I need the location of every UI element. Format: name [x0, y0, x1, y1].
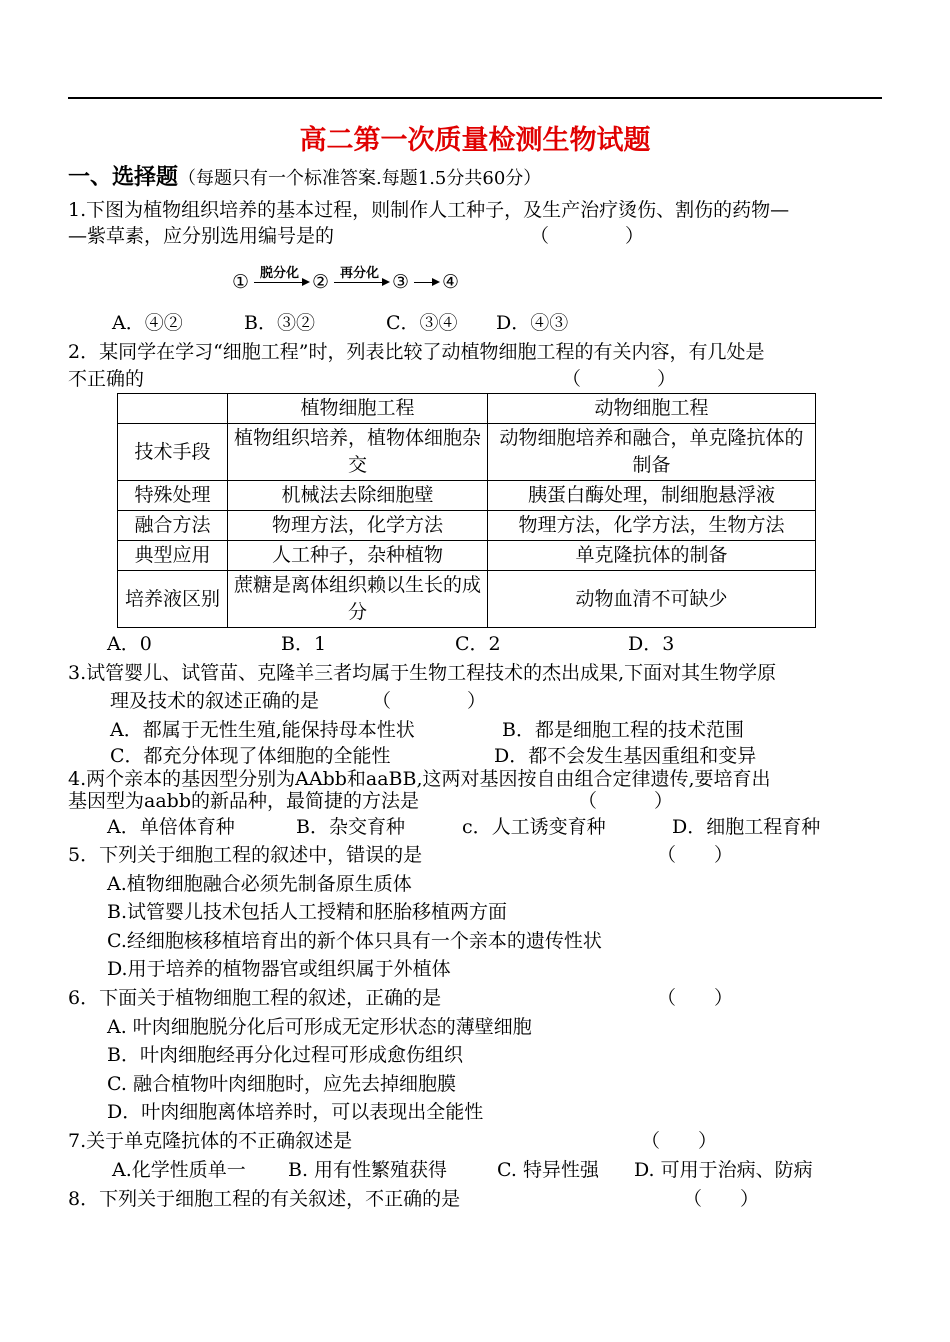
q2-option-b: B．1 [281, 633, 327, 655]
table-cell: 物理方法，化学方法，生物方法 [488, 511, 816, 541]
q4-answer-blank: （ ） [578, 790, 674, 812]
q2-option-d: D．3 [628, 633, 675, 655]
q5-option-a: A.植物细胞融合必须先制备原生质体 [107, 873, 412, 895]
q1-option-b: B．③② [244, 312, 315, 334]
q7-option-b: B. 用有性繁殖获得 [288, 1159, 448, 1181]
q2-option-c: C．2 [455, 633, 501, 655]
tissue-culture-diagram [228, 262, 468, 298]
q3-option-a: A．都属于无性生殖,能保持母本性状 [110, 719, 415, 741]
table-cell: 蔗糖是离体组织赖以生长的成分 [228, 571, 488, 628]
q1-option-d: D．④③ [496, 312, 569, 334]
q1-stem-line2: —紫草素，应分别选用编号是的 [68, 225, 335, 247]
q4-option-d: D．细胞工程育种 [672, 816, 821, 838]
table-cell: 融合方法 [118, 511, 228, 541]
q5-option-c: C.经细胞核移植培育出的新个体只具有一个亲本的遗传性状 [107, 930, 602, 952]
q3-stem-line2: 理及技术的叙述正确的是 [110, 690, 320, 712]
q6-option-c: C. 融合植物叶肉细胞时，应先去掉细胞膜 [107, 1073, 456, 1095]
table-row [118, 541, 816, 571]
q3-option-c: C．都充分体现了体细胞的全能性 [110, 745, 391, 767]
table-cell: 动物细胞培养和融合，单克隆抗体的制备 [488, 424, 816, 481]
q2-option-a: A．0 [107, 633, 152, 655]
table-cell: 人工种子，杂种植物 [228, 541, 488, 571]
table-header-row [118, 394, 816, 424]
q6-option-d: D．叶肉细胞离体培养时，可以表现出全能性 [107, 1101, 484, 1123]
q1-option-a: A．④② [112, 312, 183, 334]
table-header-cell: 植物细胞工程 [228, 394, 488, 424]
table-cell: 动物血清不可缺少 [488, 571, 816, 628]
q4-option-b: B．杂交育种 [296, 816, 405, 838]
q1-stem-line1: 1.下图为植物组织培养的基本过程，则制作人工种子，及生产治疗烫伤、割伤的药物— [68, 199, 790, 221]
q3-answer-blank: （ ） [372, 690, 487, 712]
table-row [118, 511, 816, 541]
q7-option-d: D. 可用于治病、防病 [634, 1159, 813, 1181]
section-heading-line [68, 165, 541, 192]
table-cell: 培养液区别 [118, 571, 228, 628]
table-header-cell: 动物细胞工程 [488, 394, 816, 424]
table-cell: 单克隆抗体的制备 [488, 541, 816, 571]
q3-stem-line1: 3.试管婴儿、试管苗、克隆羊三者均属于生物工程技术的杰出成果,下面对其生物学原 [68, 662, 777, 684]
q2-stem-line2: 不正确的 [68, 368, 145, 390]
table-cell: 物理方法，化学方法 [228, 511, 488, 541]
table-cell: 典型应用 [118, 541, 228, 571]
table-cell: 机械法去除细胞壁 [228, 481, 488, 511]
diagram-node-2: ② [312, 271, 330, 293]
diagram-arrow-2 [334, 282, 388, 283]
diagram-node-1: ① [232, 271, 250, 293]
q7-answer-blank: （ ） [641, 1130, 718, 1152]
table-cell: 植物组织培养，植物体细胞杂交 [228, 424, 488, 481]
diagram-node-3: ③ [392, 271, 410, 293]
comparison-table [117, 393, 816, 628]
q4-stem-line1: 4.两个亲本的基因型分别为AAbb和aaBB,这两对基因按自由组合定律遗传,要培育出 [68, 768, 771, 790]
page-title: 高二第一次质量检测生物试题 [299, 125, 651, 156]
table-row [118, 571, 816, 628]
q3-option-d: D．都不会发生基因重组和变异 [494, 745, 757, 767]
q2-stem-line1: 2．某同学在学习“细胞工程”时，列表比较了动植物细胞工程的有关内容，有几处是 [68, 341, 765, 363]
q7-option-c: C. 特异性强 [497, 1159, 599, 1181]
q1-answer-blank: （ ） [530, 225, 645, 247]
q7-stem: 7.关于单克隆抗体的不正确叙述是 [68, 1130, 353, 1152]
q5-option-d: D.用于培养的植物器官或组织属于外植体 [107, 958, 451, 980]
diagram-arrow-1 [254, 282, 308, 283]
q4-option-c: c．人工诱变育种 [462, 816, 606, 838]
q5-option-b: B.试管婴儿技术包括人工授精和胚胎移植两方面 [107, 901, 508, 923]
q4-option-a: A．单倍体育种 [107, 816, 235, 838]
q6-option-a: A. 叶肉细胞脱分化后可形成无定形状态的薄壁细胞 [107, 1016, 532, 1038]
q6-answer-blank: （ ） [657, 987, 734, 1009]
table-row [118, 424, 816, 481]
q6-stem: 6．下面关于植物细胞工程的叙述，正确的是 [68, 987, 442, 1009]
q6-option-b: B．叶肉细胞经再分化过程可形成愈伤组织 [107, 1044, 463, 1066]
table-cell: 胰蛋白酶处理，制细胞悬浮液 [488, 481, 816, 511]
table-row [118, 481, 816, 511]
q7-option-a: A.化学性质单一 [112, 1159, 246, 1181]
q1-option-c: C．③④ [386, 312, 458, 334]
q8-answer-blank: （ ） [683, 1188, 760, 1210]
diagram-node-4: ④ [442, 271, 460, 293]
diagram-label-redifferentiation: 再分化 [340, 266, 380, 281]
table-cell: 技术手段 [118, 424, 228, 481]
q5-answer-blank: （ ） [657, 844, 734, 866]
header-rule [68, 97, 882, 99]
diagram-arrow-3 [414, 282, 438, 283]
table-header-cell [118, 394, 228, 424]
q5-stem: 5．下列关于细胞工程的叙述中，错误的是 [68, 844, 423, 866]
q2-answer-blank: （ ） [562, 368, 677, 390]
diagram-label-dedifferentiation: 脱分化 [260, 266, 300, 281]
table-cell: 特殊处理 [118, 481, 228, 511]
section-heading: 一、选择题 [68, 165, 179, 190]
q4-stem-line2: 基因型为aabb的新品种，最简捷的方法是 [68, 790, 419, 812]
q8-stem: 8．下列关于细胞工程的有关叙述，不正确的是 [68, 1188, 461, 1210]
section-note: （每题只有一个标准答案.每题1.5分共60分） [178, 168, 542, 189]
q3-option-b: B．都是细胞工程的技术范围 [502, 719, 744, 741]
